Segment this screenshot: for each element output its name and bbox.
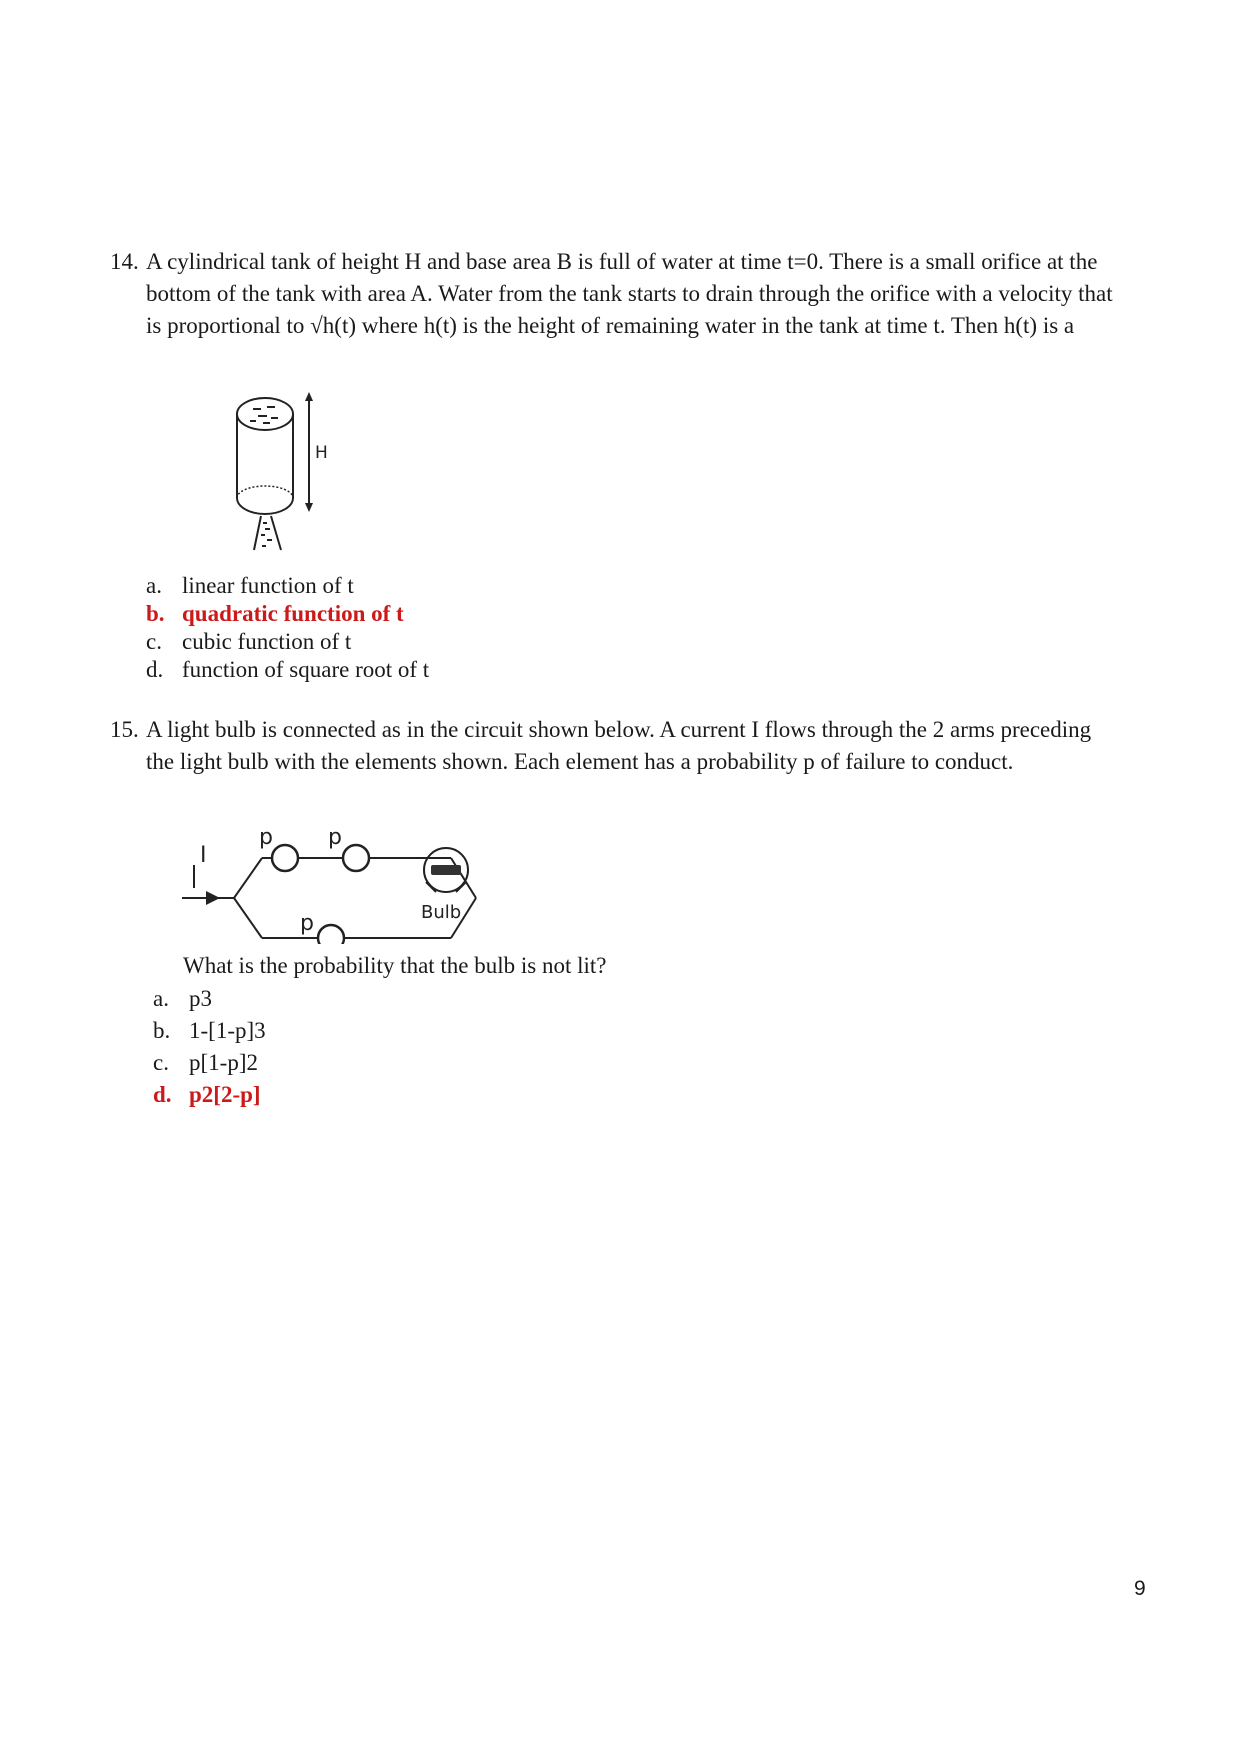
option-a[interactable]: a. p3 — [153, 986, 212, 1011]
element-label-p: p — [328, 825, 342, 850]
question-15-prompt: What is the probability that the bulb is not lit? — [183, 953, 607, 978]
element-p-3 — [318, 925, 344, 944]
page-number: 9 — [1134, 1577, 1146, 1600]
current-label: I — [200, 843, 207, 868]
question-text: A light bulb is connected as in the circuit shown below. A current I flows through the 2 arms preceding the light bulb with the elements shown. Each element has a probability p of failure to conduct. — [146, 717, 1092, 774]
option-d-correct[interactable]: d. p2[2-p] — [153, 1082, 261, 1107]
question-15 — [110, 714, 1120, 778]
question-14 — [110, 246, 1120, 342]
question-number: 14. — [110, 249, 139, 274]
question-text: A cylindrical tank of height H and base area B is full of water at time t=0. There is a small orifice at the bottom of the tank with area A. Water from the tank starts to drain through the orifice with a velocity that is proportional to √h(t) where h(t) is the height of remaining water in the tank at time t. Then h(t) is a — [146, 249, 1113, 338]
option-c[interactable]: c. p[1-p]2 — [153, 1050, 258, 1075]
element-label-p: p — [259, 825, 273, 850]
height-label: H — [315, 443, 328, 463]
bulb-label: Bulb — [421, 902, 462, 922]
bulb-filament-icon — [431, 865, 461, 875]
question-14-options — [146, 572, 566, 684]
question-15-options — [153, 983, 553, 1111]
question-number: 15. — [110, 717, 139, 742]
element-label-p: p — [300, 911, 314, 936]
option-b-correct[interactable]: b. quadratic function of t — [146, 601, 404, 626]
element-p-2 — [343, 845, 369, 871]
option-b[interactable]: b. 1-[1-p]3 — [153, 1018, 266, 1043]
option-c[interactable]: c. cubic function of t — [146, 629, 352, 654]
element-p-1 — [272, 845, 298, 871]
tank-diagram — [225, 388, 335, 560]
option-d[interactable]: d. function of square root of t — [146, 657, 430, 682]
bulb-diagram — [414, 840, 484, 922]
option-a[interactable]: a. linear function of t — [146, 573, 354, 598]
